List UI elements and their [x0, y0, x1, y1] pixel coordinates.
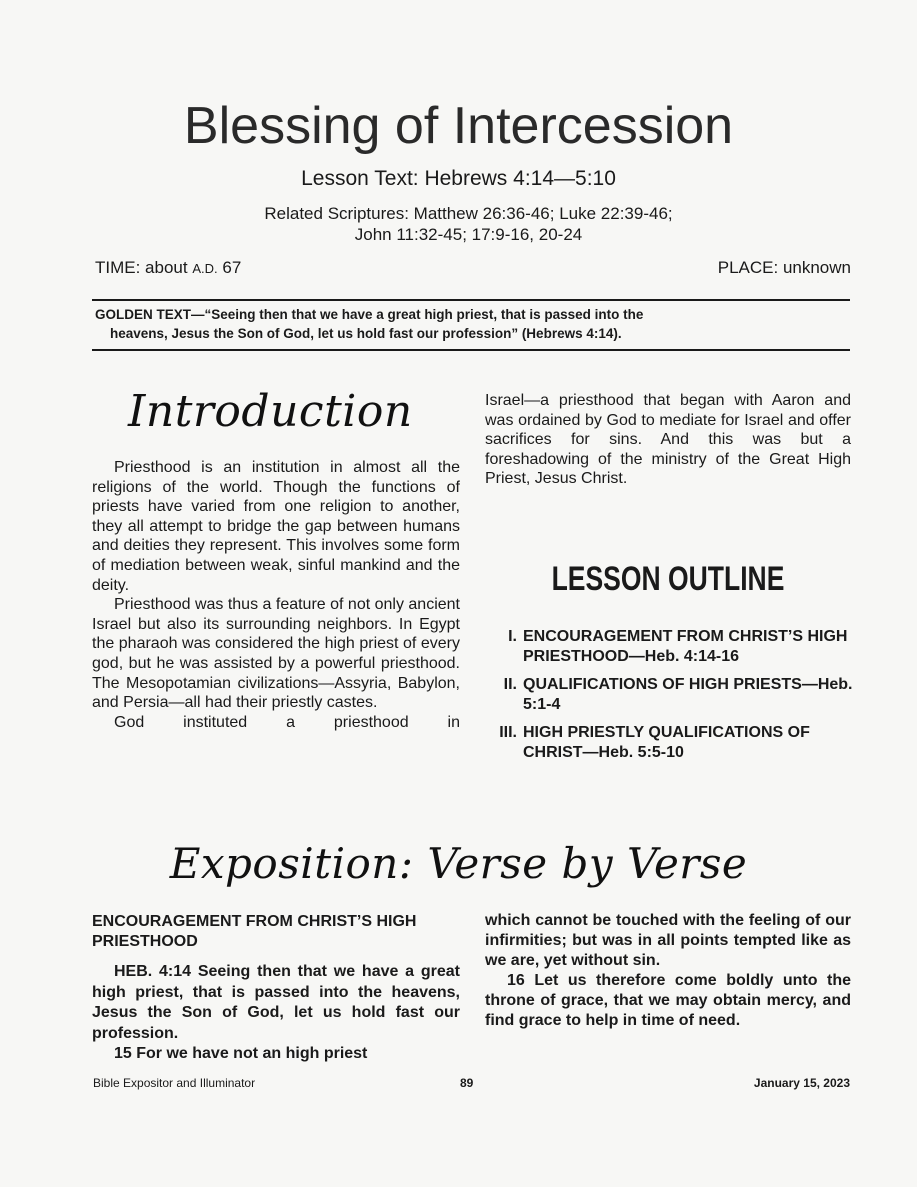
- verse-16: 16 Let us therefore come boldly unto the throne of grace, that we may obtain mercy, and find grace to help in time of need.: [485, 972, 851, 1029]
- outline-item: [497, 675, 853, 714]
- lesson-text-reference: Lesson Text: Hebrews 4:14—5:10: [301, 167, 616, 190]
- verse-15-continued: which cannot be touched with the feeling of our infirmities; but was in all points tempted like as we are, yet without sin.: [485, 912, 851, 969]
- related-scriptures-line-1: Related Scriptures: Matthew 26:36-46; Luke 22:39-46;: [264, 204, 673, 223]
- time-era: A.D.: [192, 261, 218, 276]
- time-label: TIME: about: [95, 258, 188, 277]
- related-scriptures: [160, 203, 777, 245]
- exposition-heading: Exposition: Verse by Verse: [169, 839, 748, 888]
- lesson-outline-heading: LESSON OUTLINE: [551, 560, 785, 598]
- outline-item: [497, 723, 853, 762]
- golden-text: [95, 305, 850, 343]
- outline-item: [497, 627, 853, 666]
- footer-publication: Bible Expositor and Illuminator: [93, 1076, 256, 1090]
- divider-bottom: [92, 349, 850, 351]
- exposition-section-heading: ENCOURAGEMENT FROM CHRIST’S HIGH PRIESTHOOD: [92, 913, 417, 950]
- lesson-outline: [497, 627, 853, 771]
- golden-text-line-2: heavens, Jesus the Son of God, let us hold fast our profession” (Hebrews 4:14).: [110, 326, 622, 341]
- introduction-body: [92, 458, 460, 732]
- golden-text-line-1: GOLDEN TEXT—“Seeing then that we have a great high priest, that is passed into the: [95, 307, 644, 322]
- place-info: PLACE: unknown: [717, 258, 851, 277]
- intro-paragraph-1: Priesthood is an institution in almost all the religions of the world. Though the functions of priests have varied from one religion to another, they all attempt to bridge the gap between humans and deities they represent. This involves some form of mediation between weak, sinful mankind and the deity.: [92, 459, 460, 594]
- verse-15-start: 15 For we have not an high priest: [114, 1045, 368, 1062]
- outline-item-text: QUALIFICATIONS OF HIGH PRIESTS—Heb. 5:1-4: [523, 676, 853, 713]
- introduction-heading: Introduction: [128, 386, 413, 437]
- lesson-title: Blessing of Intercession: [183, 97, 734, 155]
- outline-item-text: ENCOURAGEMENT FROM CHRIST’S HIGH PRIESTHOOD—Heb. 4:14-16: [523, 628, 848, 665]
- intro-paragraph-3: God instituted a priesthood in: [114, 713, 460, 731]
- time-info: [95, 258, 241, 278]
- introduction-body-continued: [485, 391, 851, 489]
- outline-item-number: III.: [499, 724, 517, 741]
- outline-item-number: II.: [503, 676, 517, 693]
- time-year: 67: [222, 258, 242, 277]
- footer-date: January 15, 2023: [753, 1076, 850, 1090]
- intro-paragraph-2: Priesthood was thus a feature of not only ancient Israel but also its surrounding neighbors. In Egypt the pharaoh was considered the high priest of every god, but he was assisted by a powerful priesthood. The Mesopotamian civilizations—Assyria, Babylon, and Persia—all had their priestly castes.: [92, 596, 460, 712]
- verses-right-column: [485, 911, 851, 1031]
- intro-paragraph-3-continued: Israel—a priesthood that began with Aaron and was ordained by God to mediate for Israel and offer sacrifices for sins. And this was but a foreshadowing of the ministry of the Great High Priest, Jesus Christ.: [485, 392, 851, 488]
- verses-left-column: [92, 962, 460, 1065]
- verse-14: HEB. 4:14 Seeing then that we have a great high priest, that is passed into the heavens, Jesus the Son of God, let us hold fast our profession.: [92, 963, 460, 1042]
- outline-item-number: I.: [508, 628, 517, 645]
- outline-item-text: HIGH PRIESTLY QUALIFICATIONS OF CHRIST—Heb. 5:5-10: [523, 724, 810, 761]
- divider-top: [92, 299, 850, 301]
- footer-page-number: 89: [460, 1076, 474, 1090]
- related-scriptures-line-2: John 11:32-45; 17:9-16, 20-24: [354, 225, 583, 244]
